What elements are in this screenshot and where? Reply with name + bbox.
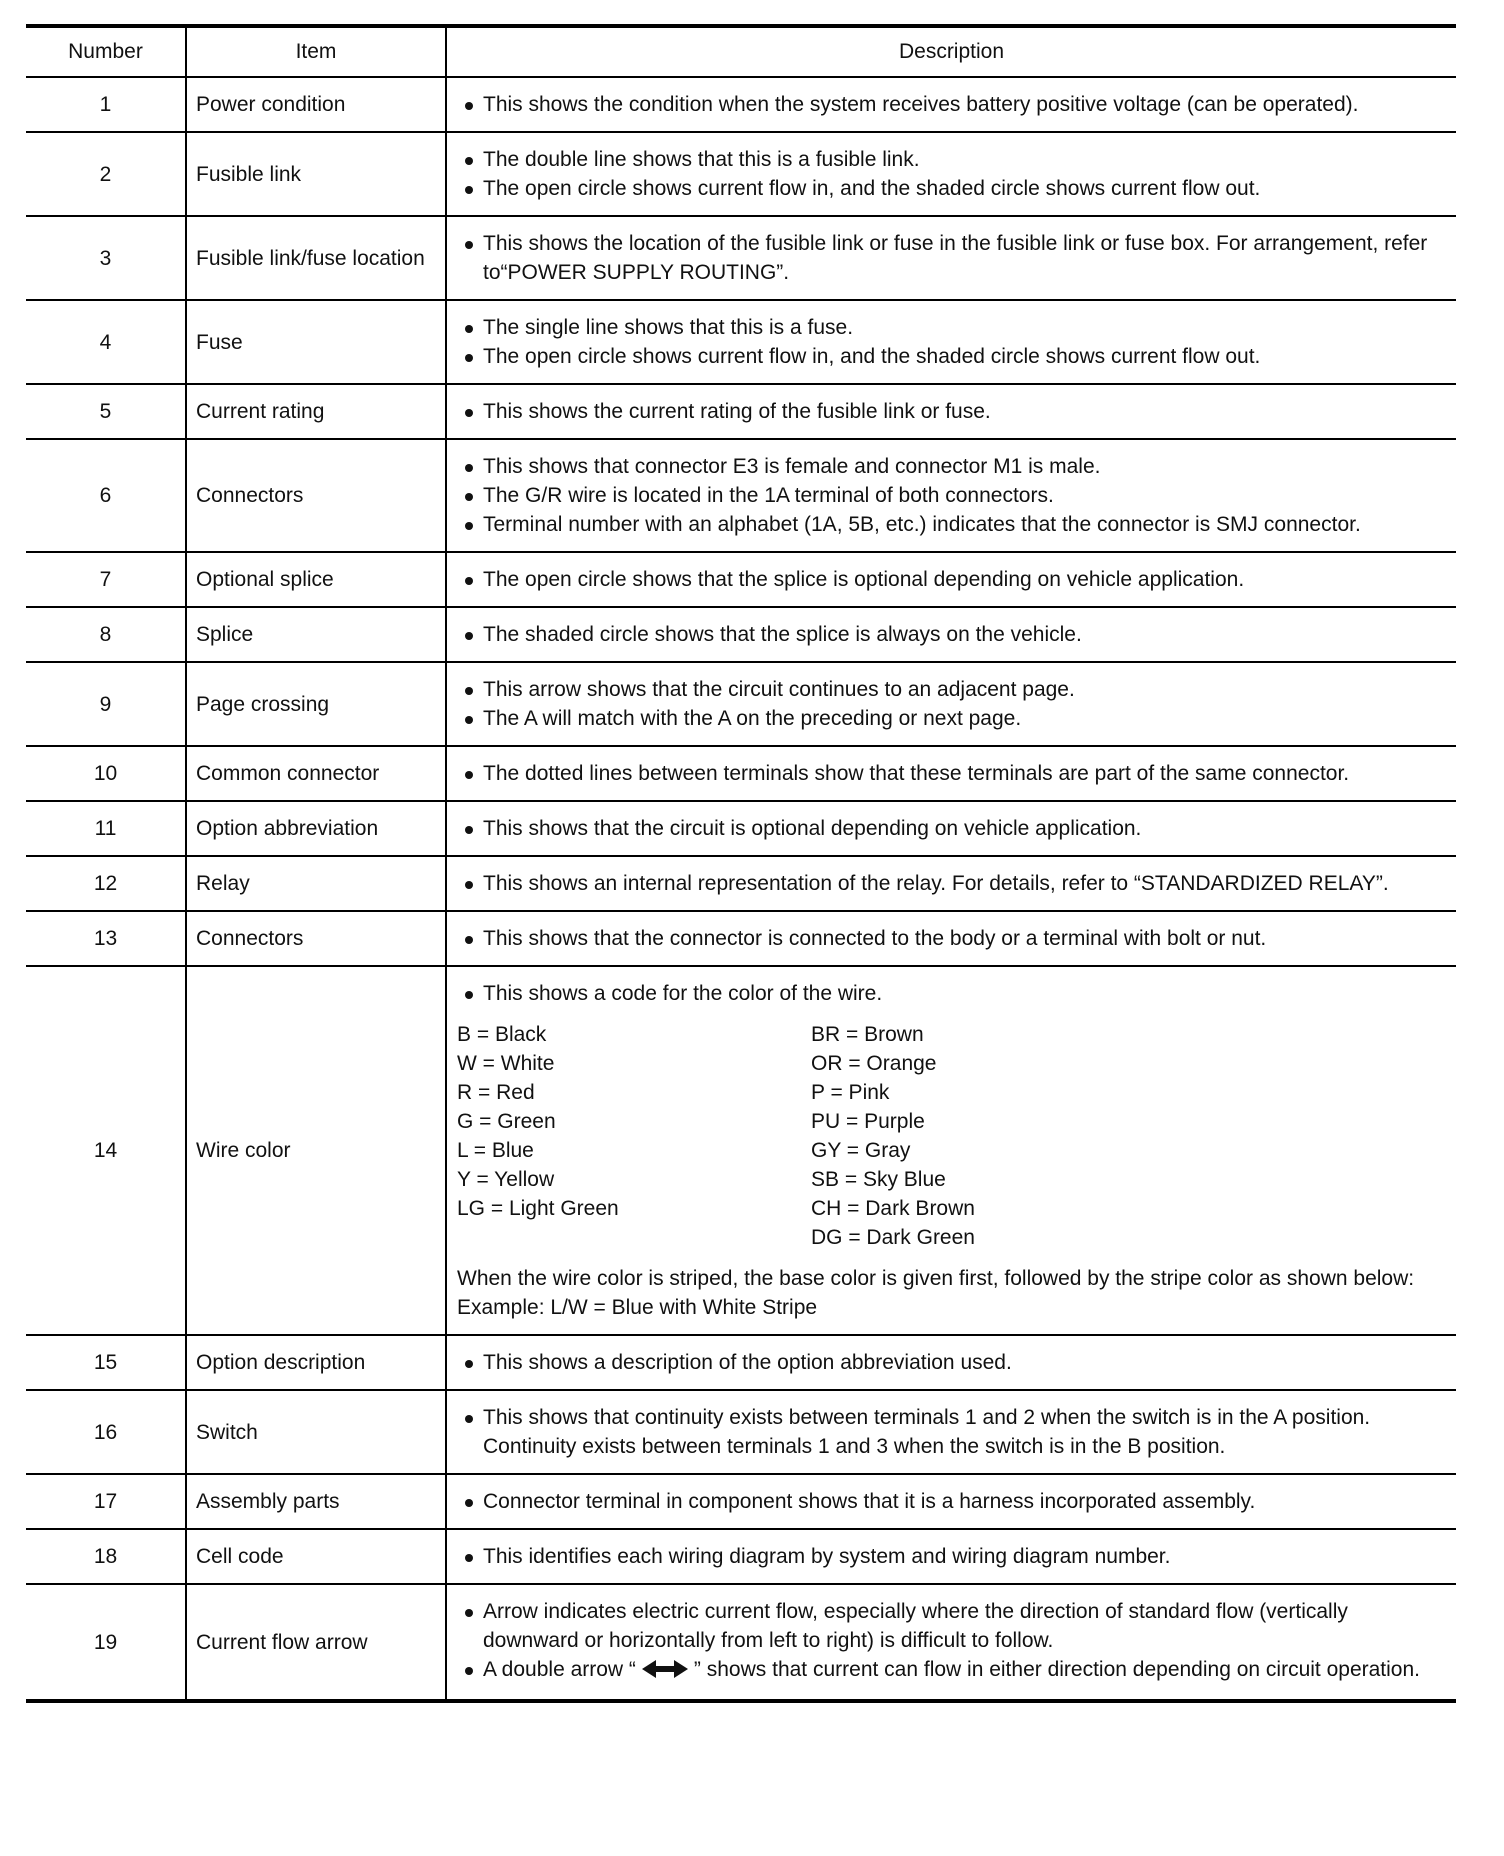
wiring-legend-table — [26, 24, 1456, 1703]
description-list — [457, 1348, 1438, 1377]
description-list — [457, 979, 1438, 1008]
row-item: Fuse — [186, 300, 446, 384]
row-number: 14 — [93, 1139, 118, 1162]
color-code: OR = Orange — [811, 1052, 937, 1075]
description-bullet — [457, 1655, 1438, 1687]
color-code: L = Blue — [457, 1139, 534, 1162]
row-number: 12 — [93, 872, 118, 895]
row-number: 13 — [93, 927, 118, 950]
row-item: Wire color — [186, 966, 446, 1335]
stripe-note: When the wire color is striped, the base color is given first, followed by the stripe color as shown below: — [457, 1267, 1415, 1290]
color-code — [457, 1223, 811, 1252]
description-bullet: Arrow indicates electric current flow, especially where the direction of standard flow (vertically downward or horizontally from left to right) is difficult to follow. — [457, 1597, 1438, 1655]
description-bullet: This arrow shows that the circuit continues to an adjacent page. — [457, 675, 1438, 704]
bullet-text-after: ” shows that current can flow in either direction depending on circuit operation. — [693, 1658, 1420, 1681]
description-list — [457, 1403, 1438, 1461]
row-description — [446, 911, 1456, 966]
color-code: R = Red — [457, 1081, 535, 1104]
description-list — [457, 397, 1438, 426]
description-bullet: This shows that the circuit is optional depending on vehicle application. — [457, 814, 1438, 843]
table-row-current-flow — [26, 1584, 1456, 1701]
description-list — [457, 1542, 1438, 1571]
header-number: Number — [68, 40, 143, 63]
row-item: Current rating — [186, 384, 446, 439]
row-description — [446, 300, 1456, 384]
table-row — [26, 1474, 1456, 1529]
row-description — [446, 856, 1456, 911]
row-item: Fusible link/fuse location — [186, 216, 446, 300]
row-number: 7 — [99, 568, 112, 591]
color-code: B = Black — [457, 1023, 547, 1046]
row-description — [446, 607, 1456, 662]
bullet-text-before: A double arrow “ — [483, 1658, 636, 1681]
row-item: Common connector — [186, 746, 446, 801]
description-bullet: The open circle shows that the splice is optional depending on vehicle application. — [457, 565, 1438, 594]
row-number: 5 — [99, 400, 112, 423]
table-header-row — [26, 26, 1456, 77]
double-arrow-icon — [642, 1658, 688, 1687]
description-list — [457, 452, 1438, 539]
row-description — [446, 1474, 1456, 1529]
description-bullet: The single line shows that this is a fuse. — [457, 313, 1438, 342]
description-list — [457, 924, 1438, 953]
stripe-example: Example: L/W = Blue with White Stripe — [457, 1296, 818, 1319]
table-row — [26, 856, 1456, 911]
description-list — [457, 869, 1438, 898]
row-item: Connectors — [186, 439, 446, 552]
description-bullet: This shows that the connector is connected to the body or a terminal with bolt or nut. — [457, 924, 1438, 953]
table-row — [26, 662, 1456, 746]
description-bullet: This shows a description of the option abbreviation used. — [457, 1348, 1438, 1377]
description-bullet: This shows that continuity exists between terminals 1 and 2 when the switch is in the A position. Continuity exists between terminals 1 and 3 when the switch is in the B position. — [457, 1403, 1438, 1461]
color-code: BR = Brown — [811, 1023, 924, 1046]
table-row — [26, 132, 1456, 216]
description-bullet: The open circle shows current flow in, and the shaded circle shows current flow out. — [457, 342, 1438, 371]
row-description — [446, 439, 1456, 552]
row-number: 11 — [94, 817, 117, 840]
table-row — [26, 216, 1456, 300]
row-item: Optional splice — [186, 552, 446, 607]
row-number: 15 — [93, 1351, 118, 1374]
row-item: Current flow arrow — [186, 1584, 446, 1701]
description-list — [457, 1487, 1438, 1516]
description-bullet: This shows that connector E3 is female and connector M1 is male. — [457, 452, 1438, 481]
row-description — [446, 552, 1456, 607]
wire-color-codes — [457, 1020, 1438, 1252]
description-bullet: The G/R wire is located in the 1A terminal of both connectors. — [457, 481, 1438, 510]
row-number: 17 — [93, 1490, 118, 1513]
row-description — [446, 966, 1456, 1335]
color-code: Y = Yellow — [457, 1168, 555, 1191]
row-number: 19 — [93, 1630, 118, 1654]
row-item: Switch — [186, 1390, 446, 1474]
description-list — [457, 145, 1438, 203]
row-item: Option description — [186, 1335, 446, 1390]
description-bullet: This shows the location of the fusible link or fuse in the fusible link or fuse box. For arrangement, refer to“POWER SUPPLY ROUTING”. — [457, 229, 1438, 287]
description-bullet: Terminal number with an alphabet (1A, 5B, etc.) indicates that the connector is SMJ connector. — [457, 510, 1438, 539]
row-item: Splice — [186, 607, 446, 662]
row-item: Assembly parts — [186, 1474, 446, 1529]
row-item: Option abbreviation — [186, 801, 446, 856]
description-list — [457, 675, 1438, 733]
row-number: 9 — [99, 692, 112, 716]
row-description — [446, 746, 1456, 801]
row-description — [446, 216, 1456, 300]
row-item: Fusible link — [186, 132, 446, 216]
description-list — [457, 759, 1438, 788]
row-number: 18 — [93, 1545, 118, 1568]
description-bullet: The open circle shows current flow in, and the shaded circle shows current flow out. — [457, 174, 1438, 203]
table-row — [26, 384, 1456, 439]
color-code: W = White — [457, 1052, 555, 1075]
table-row — [26, 607, 1456, 662]
row-description — [446, 801, 1456, 856]
row-item: Page crossing — [186, 662, 446, 746]
header-item: Item — [186, 26, 446, 77]
color-code: GY = Gray — [811, 1139, 911, 1162]
description-list — [457, 620, 1438, 649]
description-list — [457, 814, 1438, 843]
row-description — [446, 1584, 1456, 1701]
table-body — [26, 77, 1456, 1701]
description-list — [457, 313, 1438, 371]
row-number: 3 — [99, 246, 112, 270]
table-row — [26, 1529, 1456, 1584]
row-item: Power condition — [186, 77, 446, 132]
row-item: Connectors — [186, 911, 446, 966]
table-row — [26, 801, 1456, 856]
row-item: Cell code — [186, 1529, 446, 1584]
row-number: 6 — [99, 484, 112, 507]
color-code: G = Green — [457, 1110, 556, 1133]
description-bullet: The dotted lines between terminals show that these terminals are part of the same connector. — [457, 759, 1438, 788]
table-row-wire-color — [26, 966, 1456, 1335]
table-row — [26, 77, 1456, 132]
description-bullet: This shows the current rating of the fusible link or fuse. — [457, 397, 1438, 426]
description-list — [457, 565, 1438, 594]
row-number: 10 — [93, 762, 118, 785]
description-bullet: This identifies each wiring diagram by system and wiring diagram number. — [457, 1542, 1438, 1571]
color-code: DG = Dark Green — [811, 1226, 975, 1249]
table-row — [26, 746, 1456, 801]
color-code: LG = Light Green — [457, 1197, 619, 1220]
description-bullet: This shows a code for the color of the wire. — [457, 979, 1438, 1008]
row-description — [446, 77, 1456, 132]
table-row — [26, 911, 1456, 966]
row-description — [446, 662, 1456, 746]
color-code: CH = Dark Brown — [811, 1197, 975, 1220]
table-row — [26, 552, 1456, 607]
row-number: 4 — [99, 330, 112, 354]
description-bullet: The shaded circle shows that the splice is always on the vehicle. — [457, 620, 1438, 649]
row-description — [446, 1529, 1456, 1584]
row-item: Relay — [186, 856, 446, 911]
color-code: SB = Sky Blue — [811, 1168, 946, 1191]
description-bullet: This shows an internal representation of the relay. For details, refer to “STANDARDIZED RELAY”. — [457, 869, 1438, 898]
row-description — [446, 1335, 1456, 1390]
row-number: 16 — [93, 1420, 118, 1444]
row-number: 8 — [99, 623, 112, 646]
table-row — [26, 1335, 1456, 1390]
row-description — [446, 384, 1456, 439]
color-code: PU = Purple — [811, 1110, 925, 1133]
description-bullet: Connector terminal in component shows that it is a harness incorporated assembly. — [457, 1487, 1438, 1516]
legend-sheet — [26, 24, 1456, 1703]
table-row — [26, 300, 1456, 384]
description-list — [457, 1597, 1438, 1687]
description-bullet: The double line shows that this is a fusible link. — [457, 145, 1438, 174]
row-number: 2 — [99, 162, 112, 186]
description-bullet: This shows the condition when the system receives battery positive voltage (can be operated). — [457, 90, 1438, 119]
header-description: Description — [446, 26, 1456, 77]
row-description — [446, 1390, 1456, 1474]
table-row — [26, 439, 1456, 552]
description-list — [457, 90, 1438, 119]
description-list — [457, 229, 1438, 287]
row-number: 1 — [99, 93, 112, 116]
table-row — [26, 1390, 1456, 1474]
row-description — [446, 132, 1456, 216]
color-code: P = Pink — [811, 1081, 890, 1104]
description-bullet: The A will match with the A on the preceding or next page. — [457, 704, 1438, 733]
